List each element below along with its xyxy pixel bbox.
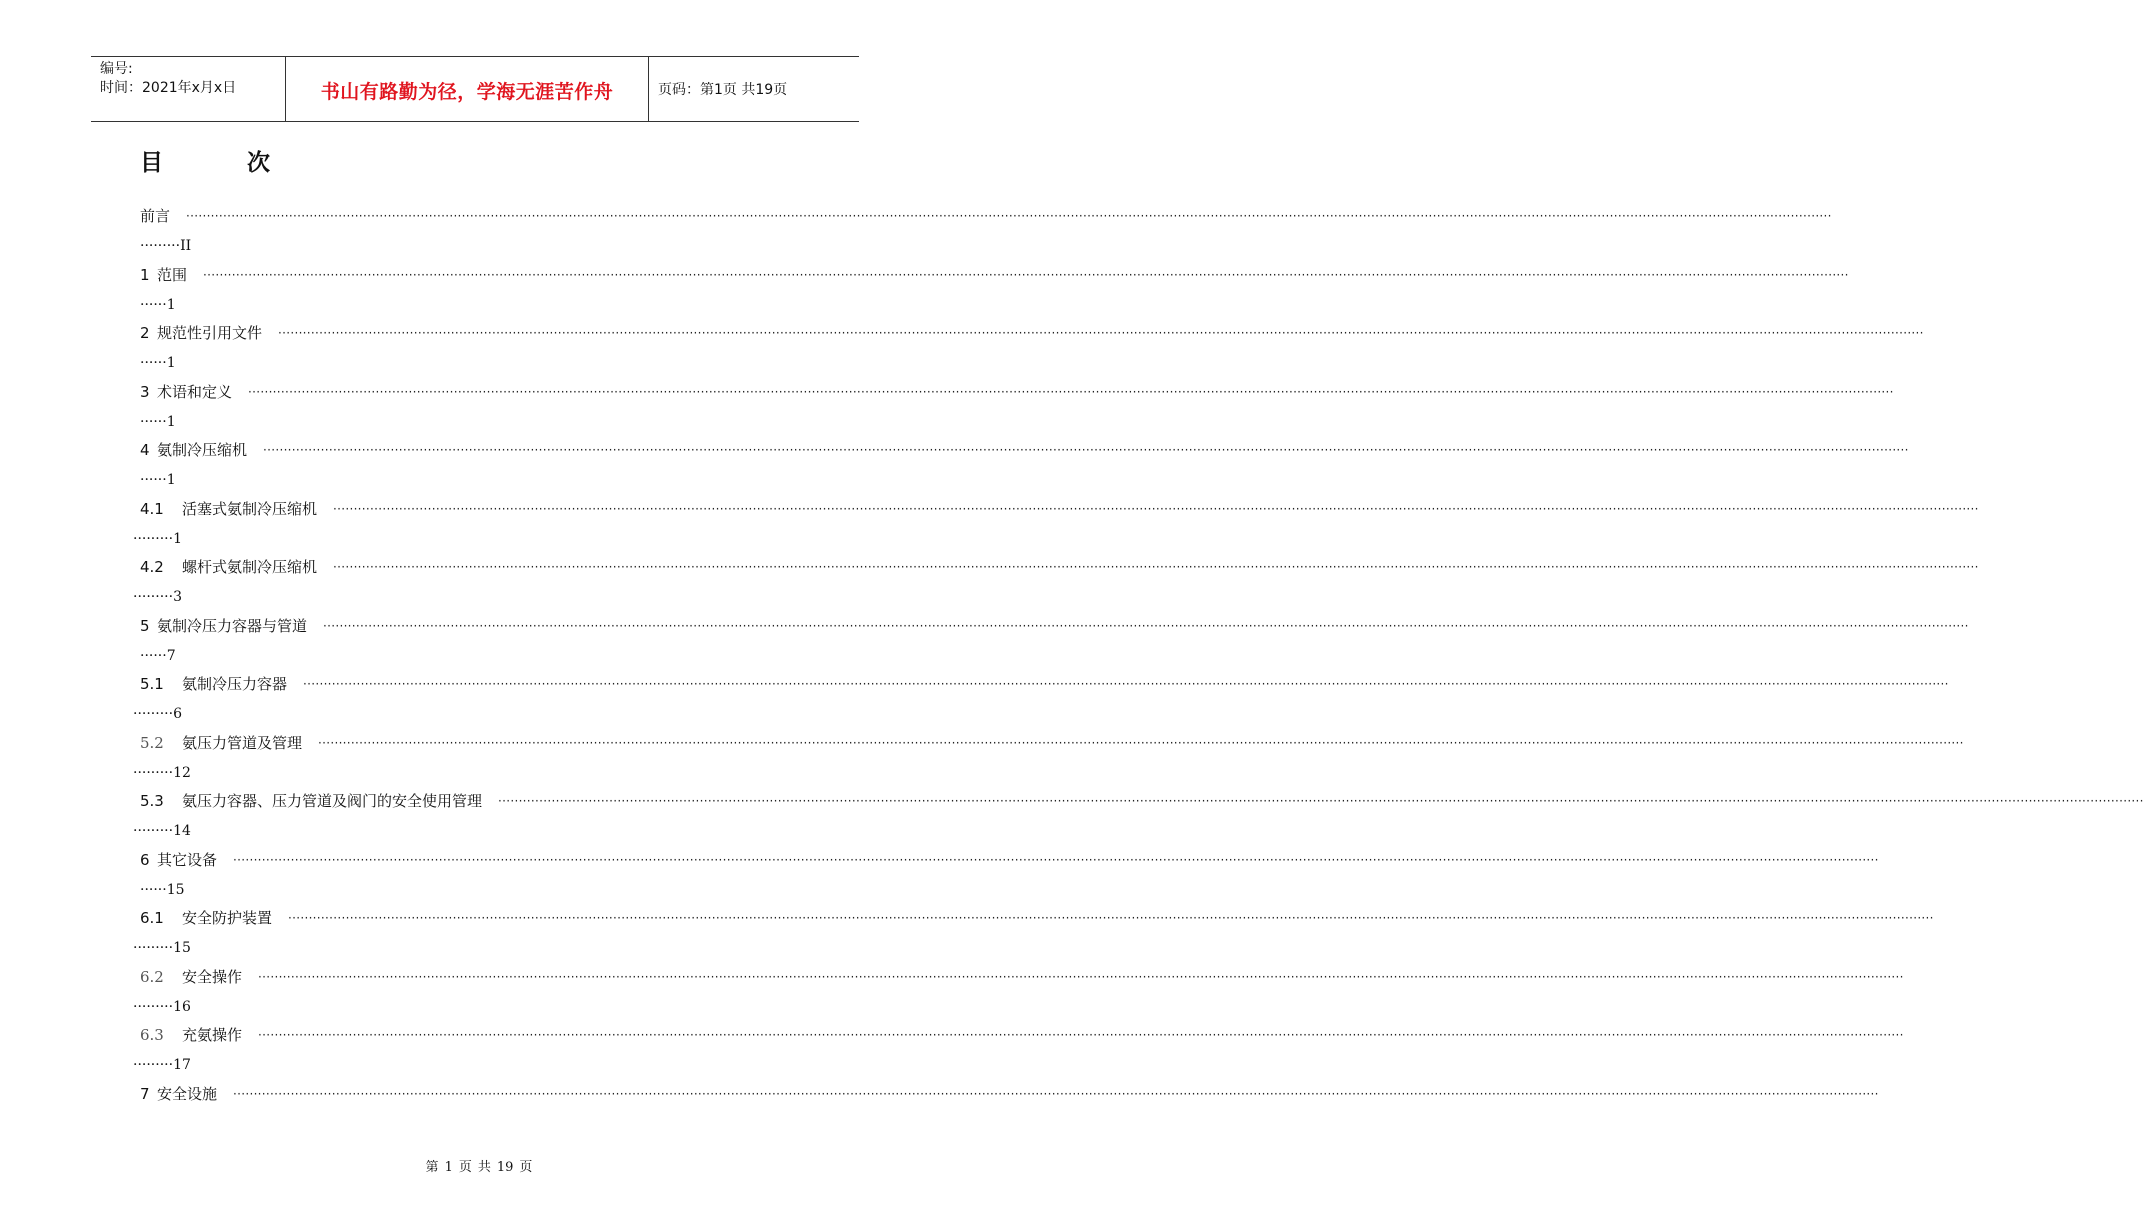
toc-entry-number: 6.2 xyxy=(140,967,164,986)
toc-leader-dots: ········· xyxy=(133,823,174,839)
toc-entry-page: 14 xyxy=(173,823,191,839)
toc-leader-dots: ········· xyxy=(133,706,174,722)
toc-leader-dots: ········· xyxy=(133,764,174,781)
toc-entry[interactable] xyxy=(0,439,1909,498)
toc-entry-label: 氨制冷压力容器 xyxy=(182,675,288,693)
toc-entry-heading xyxy=(140,381,232,403)
toc-entry-number: 1 xyxy=(140,265,150,284)
toc-entry-heading xyxy=(140,439,247,461)
toc-entry[interactable] xyxy=(0,732,1964,791)
toc-leader-dots: ················································································································································································································································································································································································································ xyxy=(278,326,1924,340)
toc-leader-dots: ······ xyxy=(140,355,167,371)
toc-leader-dots: ················································································································································································································································································································································································································ xyxy=(318,735,1964,750)
toc-entry-page: II xyxy=(180,238,192,254)
toc-entry-heading xyxy=(140,966,242,988)
toc-entry-label: 螺杆式氨制冷压缩机 xyxy=(182,558,318,576)
toc-leader-dots: ················································································································································································································································································································································································································ xyxy=(288,911,1934,925)
toc-entry-page: 3 xyxy=(173,589,182,605)
toc-leader-dots: ················································································································································································································································································································································································································ xyxy=(303,677,1949,691)
toc-entry-page: 1 xyxy=(166,472,176,488)
toc-leader-dots: ················································································································································································································································································································································································································ xyxy=(186,209,1832,223)
toc-entry-heading xyxy=(140,1024,242,1046)
toc-entry-label: 充氨操作 xyxy=(182,1026,243,1044)
toc-entry-page-line xyxy=(140,879,185,901)
toc-entry[interactable] xyxy=(0,673,1949,732)
toc-entry-page-line xyxy=(140,352,176,374)
toc-leader-dots: ········· xyxy=(133,530,174,547)
toc-entry-page: 12 xyxy=(173,764,191,781)
footer-total-label-b: 页 xyxy=(519,1160,533,1175)
footer-page-label-b: 页 xyxy=(458,1160,472,1175)
toc-leader-dots: ················································································································································································································································································································································································································ xyxy=(258,969,1904,984)
toc-entry-page-line xyxy=(133,528,182,550)
toc-entry-page-line xyxy=(133,703,182,725)
toc-leader-dots: ················································································································································································································································································································································································································ xyxy=(498,794,2144,808)
footer-page-label-a: 第 xyxy=(425,1160,439,1175)
toc-entry-page-line xyxy=(140,235,191,257)
toc-entry-heading xyxy=(140,556,317,578)
toc-entry[interactable] xyxy=(0,966,1904,1025)
toc-leader-dots: ················································································································································································································································································································································································································ xyxy=(233,1086,1879,1101)
toc-entry-page-line xyxy=(133,820,191,842)
toc-leader-dots: ················································································································································································································································································································································································································ xyxy=(258,1028,1904,1042)
toc-entry-label: 安全操作 xyxy=(182,967,243,986)
toc-entry-page-line xyxy=(140,469,176,491)
toc-leader-dots: ················································································································································································································································································································································································································ xyxy=(323,618,1969,633)
toc-entry-page: 1 xyxy=(166,355,176,371)
toc-entry-heading xyxy=(140,732,302,754)
toc-leader-dots: ······ xyxy=(140,647,167,664)
footer-page-num: 1 xyxy=(444,1160,453,1175)
toc-leader-dots: ······ xyxy=(140,472,167,488)
toc-entry-number: 4.1 xyxy=(140,499,164,518)
toc-entry-page: 15 xyxy=(166,881,185,898)
toc-entry-label: 氨制冷压力容器与管道 xyxy=(157,616,308,635)
toc-entry-number: 4.2 xyxy=(140,558,164,576)
toc-leader-dots: ················································································································································································································································································································································································································ xyxy=(248,384,1894,399)
toc-entry-label: 氨压力容器、压力管道及阀门的安全使用管理 xyxy=(182,792,483,810)
toc-entry[interactable] xyxy=(0,264,1849,323)
toc-entry[interactable] xyxy=(0,849,1879,908)
toc-leader-dots: ················································································································································································································································································································································································································ xyxy=(263,443,1909,457)
toc-leader-dots: ················································································································································································································································································································································································································ xyxy=(333,560,1979,574)
header-page-info: 页码：第1页 共19页 xyxy=(658,82,788,98)
toc-leader-dots: ········· xyxy=(133,940,174,956)
header-motto: 书山有路勤为径，学海无涯苦作舟 xyxy=(286,57,649,121)
toc-leader-dots: ······ xyxy=(140,296,167,313)
toc-entry-heading xyxy=(140,498,317,520)
toc-entry-number: 2 xyxy=(140,324,150,342)
toc-entry[interactable] xyxy=(0,615,1969,674)
toc-entry-heading xyxy=(140,790,482,812)
toc-entry-page-line xyxy=(133,1054,191,1076)
toc-entry-heading xyxy=(140,849,217,871)
toc-entry-number: 5.3 xyxy=(140,792,164,810)
toc-entry-page-line xyxy=(140,411,176,433)
toc-entry[interactable] xyxy=(0,1083,1879,1142)
toc-entry-page-line xyxy=(133,586,182,608)
toc-entry[interactable] xyxy=(0,790,2144,849)
toc-entry[interactable] xyxy=(0,205,1832,264)
toc-entry-label: 氨压力管道及管理 xyxy=(182,733,303,752)
toc-entry-page-line xyxy=(133,762,191,784)
toc-entry[interactable] xyxy=(0,907,1934,966)
toc-entry-number: 6.1 xyxy=(140,909,164,927)
toc-entry-heading xyxy=(140,615,307,637)
toc-entry-label: 安全防护装置 xyxy=(182,909,273,927)
toc-entry-page: 1 xyxy=(166,296,176,313)
table-of-contents xyxy=(0,205,2144,1141)
footer-total-label-a: 共 xyxy=(477,1160,491,1175)
toc-entry-label: 活塞式氨制冷压缩机 xyxy=(182,499,318,518)
toc-entry-number: 6.3 xyxy=(140,1026,164,1044)
toc-entry-page: 1 xyxy=(173,530,182,547)
toc-leader-dots: ········· xyxy=(133,589,174,605)
toc-entry-label: 术语和定义 xyxy=(157,382,233,401)
toc-entry-page: 1 xyxy=(166,413,176,430)
toc-entry-number: 6 xyxy=(140,850,150,869)
toc-entry-page-line xyxy=(133,996,191,1018)
toc-entry[interactable] xyxy=(0,498,1979,557)
toc-entry-number: 3 xyxy=(140,382,150,401)
toc-leader-dots: ······ xyxy=(140,413,167,430)
toc-entry-heading xyxy=(140,322,262,344)
number-label: 编号: xyxy=(100,61,133,77)
page-footer xyxy=(0,1156,950,1175)
header-meta xyxy=(91,57,286,121)
toc-entry-number: 5.2 xyxy=(140,733,164,752)
toc-title: 目 次 xyxy=(140,150,309,176)
toc-entry-number: 7 xyxy=(140,1084,150,1103)
toc-entry-page-line xyxy=(133,937,191,959)
toc-entry-heading xyxy=(140,1083,217,1105)
toc-entry-label: 氨制冷压缩机 xyxy=(157,441,248,459)
toc-entry[interactable] xyxy=(0,556,1979,615)
toc-entry-label: 前言 xyxy=(140,207,171,225)
toc-entry-page-line xyxy=(140,294,176,316)
toc-entry-label: 范围 xyxy=(157,265,188,284)
toc-entry-heading xyxy=(140,673,287,695)
toc-entry-page: 6 xyxy=(173,706,182,722)
toc-entry[interactable] xyxy=(0,1024,1904,1083)
toc-entry-number: 5.1 xyxy=(140,675,164,693)
toc-entry-page: 17 xyxy=(173,1057,191,1073)
toc-entry-page: 15 xyxy=(173,940,191,956)
footer-total-num: 19 xyxy=(496,1160,514,1175)
toc-entry-page: 7 xyxy=(166,647,176,664)
toc-entry-number: 5 xyxy=(140,616,150,635)
toc-entry-label: 安全设施 xyxy=(157,1084,218,1103)
toc-entry-label: 规范性引用文件 xyxy=(157,324,263,342)
toc-entry-heading xyxy=(140,907,272,929)
toc-entry-heading xyxy=(140,264,187,286)
toc-entry-heading xyxy=(140,205,170,227)
toc-entry-page-line xyxy=(140,645,176,667)
toc-leader-dots: ······ xyxy=(140,881,167,898)
toc-entry-number: 4 xyxy=(140,441,150,459)
toc-entry[interactable] xyxy=(0,381,1894,440)
toc-entry-page: 16 xyxy=(173,998,191,1015)
toc-leader-dots: ········· xyxy=(133,998,174,1015)
toc-leader-dots: ················································································································································································································································································································································································································ xyxy=(333,501,1979,516)
toc-leader-dots: ················································································································································································································································································································································································································ xyxy=(233,852,1879,867)
toc-entry[interactable] xyxy=(0,322,1924,381)
toc-leader-dots: ················································································································································································································································································································································································································ xyxy=(203,267,1849,282)
toc-leader-dots: ········· xyxy=(140,238,181,254)
page-header xyxy=(91,56,859,122)
toc-leader-dots: ········· xyxy=(133,1057,174,1073)
time-label: 时间：2021年x月x日 xyxy=(100,80,237,96)
toc-entry-label: 其它设备 xyxy=(157,850,218,869)
